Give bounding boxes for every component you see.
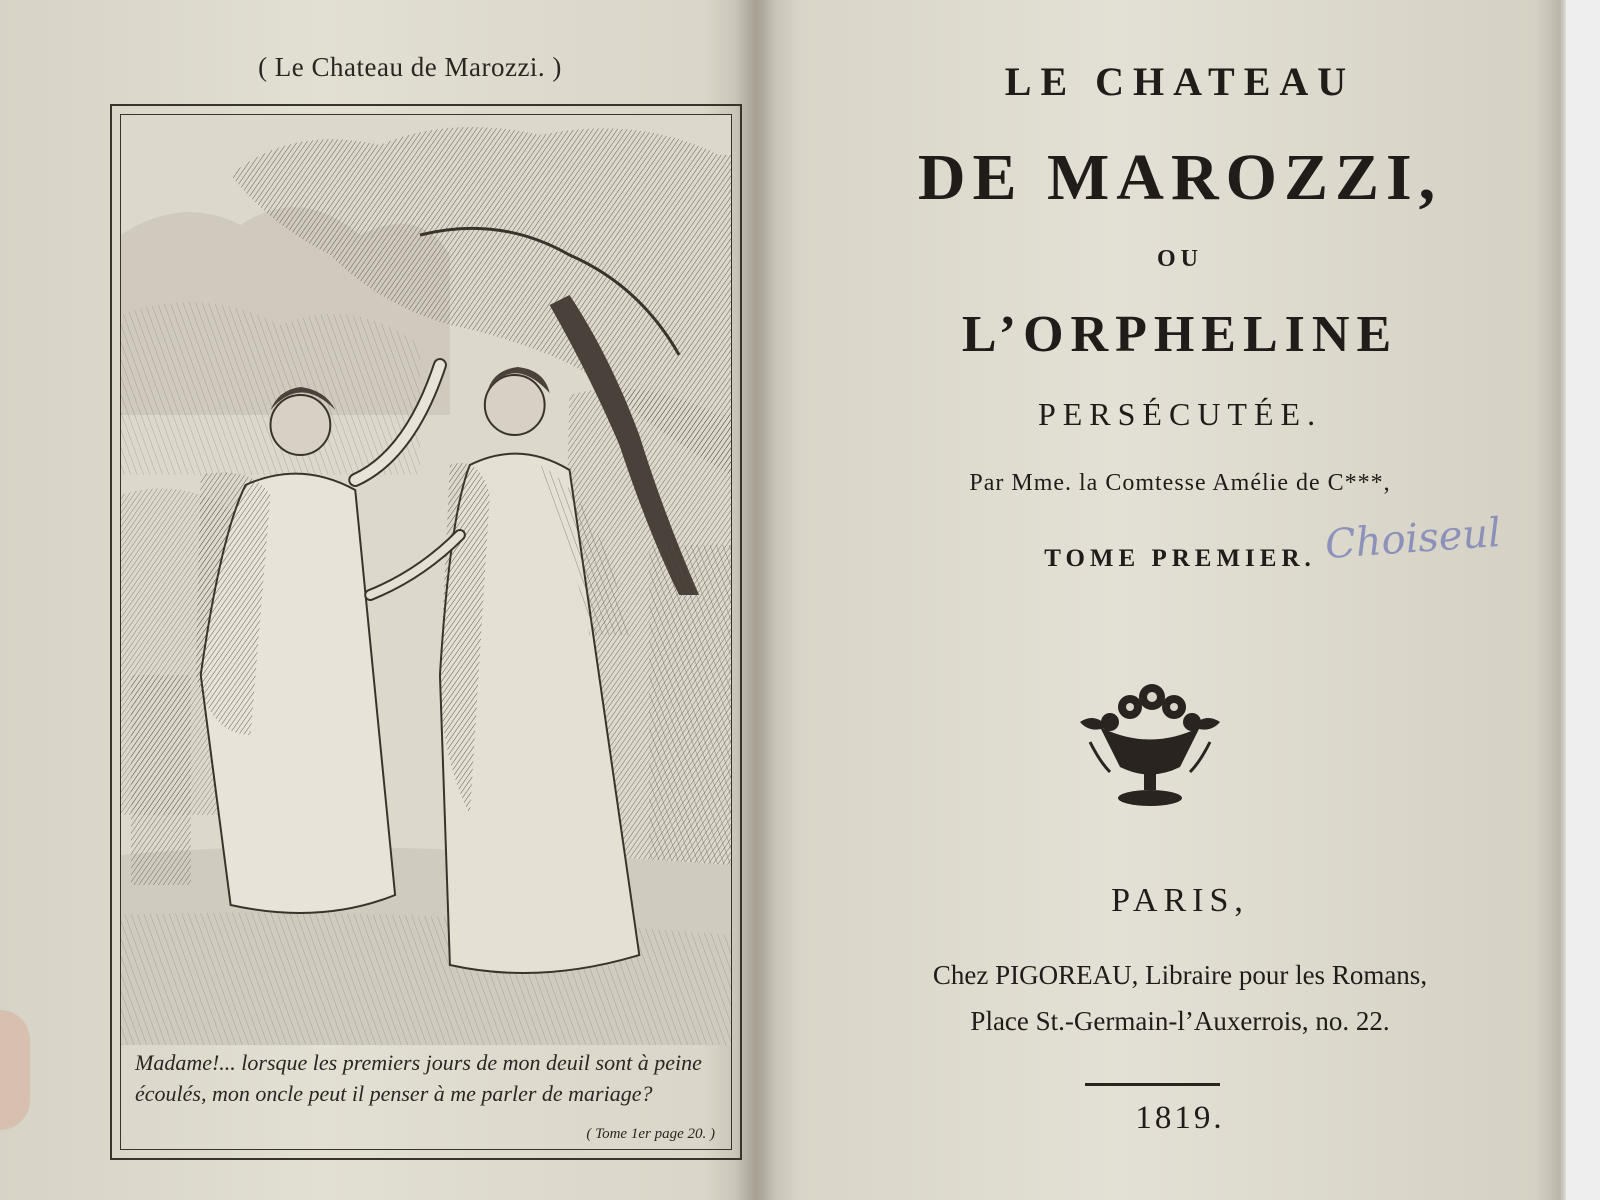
subtitle-line-1: L’ORPHELINE <box>961 306 1399 363</box>
title-line-1: LE CHATEAU <box>1004 59 1356 104</box>
city: PARIS, <box>1111 882 1249 919</box>
plate-caption <box>127 1047 725 1147</box>
title-page <box>780 0 1580 1200</box>
caption-line-2: écoulés, mon oncle peut il penser à me parler de mariage? <box>135 1081 653 1106</box>
engraving-illustration <box>121 115 731 1045</box>
divider-rule <box>1085 1083 1220 1086</box>
year: 1819. <box>1135 1100 1225 1136</box>
flower-urn-vignette <box>1060 672 1240 812</box>
publisher-line-1: Chez PIGOREAU, Libraire pour les Romans, <box>932 960 1428 990</box>
volume-line: TOME PREMIER. <box>1044 545 1316 572</box>
plate-inner-frame <box>120 114 732 1150</box>
author-line: Par Mme. la Comtesse Amélie de C***, <box>969 470 1391 496</box>
frontispiece-page <box>0 0 760 1200</box>
subtitle-line-2: PERSÉCUTÉE. <box>1037 396 1323 432</box>
engraved-plate <box>110 104 742 1160</box>
caption-reference: ( Tome 1er page 20. ) <box>586 1126 715 1142</box>
engraving-svg <box>121 115 731 1045</box>
publisher-line-2: Place St.-Germain-l’Auxerrois, no. 22. <box>970 1006 1390 1036</box>
caption-line-1: Madame!... lorsque les premiers jours de mon deuil sont à peine <box>135 1050 702 1075</box>
plate-title: ( Le Chateau de Marozzi. ) <box>258 52 562 82</box>
handwritten-note: Choiseul <box>1323 509 1503 569</box>
flower-urn-icon <box>1060 672 1240 812</box>
title-line-2: DE MAROZZI, <box>917 141 1443 214</box>
title-or: OU <box>1157 246 1203 272</box>
